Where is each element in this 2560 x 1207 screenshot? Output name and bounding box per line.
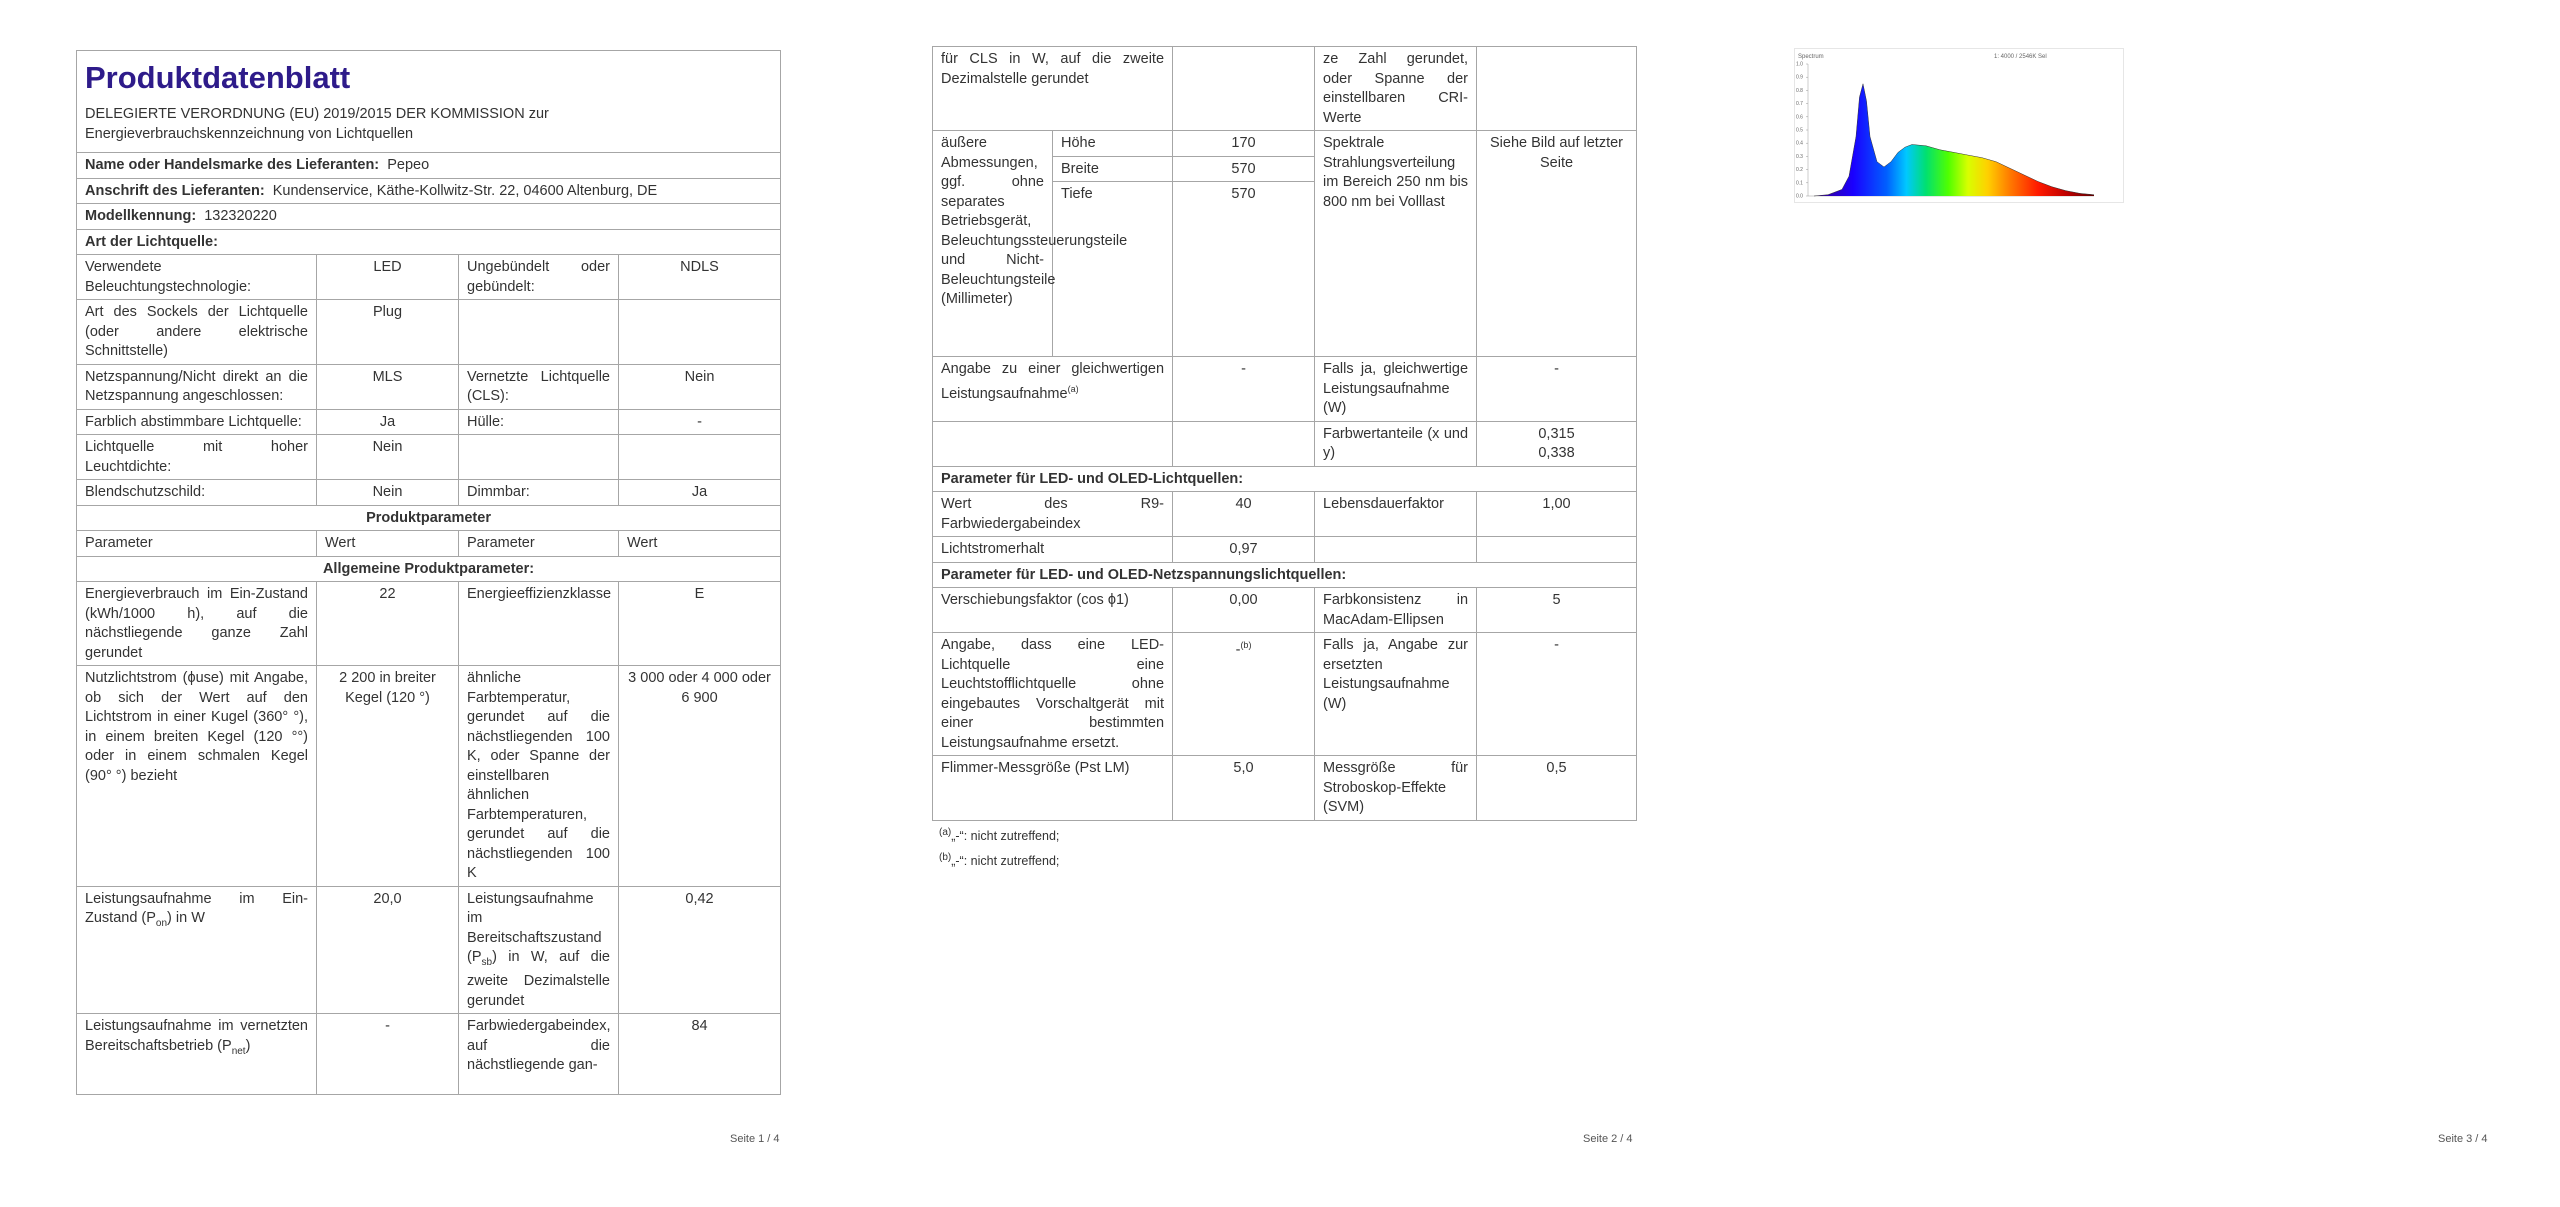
replaced-power-value: - [1477,633,1637,756]
energy-class-value: E [619,582,781,666]
technology-value: LED [317,255,459,300]
technology-label: Verwendete Beleuchtungstechnologie: [77,255,317,300]
networked-standby-power-value: - [317,1014,459,1095]
empty-cell [1477,537,1637,563]
color-temperature-label: ähnliche Farbtemperatur, gerundet auf die nächstliegenden 100 K, oder Spanne der einstellbaren ähnlichen Farbtemperaturen, gerundet auf die nächstliegenden 100 K [459,666,619,887]
equivalent-power-label: Angabe zu einer gleichwertigen Leistungsaufnahme$^{(a)}$ [933,357,1173,422]
supplier-row [77,153,781,179]
stroboscopic-metric-value: 0,5 [1477,756,1637,821]
r9-label: Wert des R9-Farbwiedergabeindex [933,492,1173,537]
spectral-distribution-chart [1794,48,2124,203]
chart-y-tick-label: 0.1 [1796,180,1803,187]
chart-y-tick-label: 0.0 [1796,193,1803,200]
empty-cell [1477,47,1637,131]
luminous-flux-label: Nutzlichtstrom (ϕuse) mit Angabe, ob sich der Wert auf den Lichtstrom in einer Kugel (360° °), in einem breiten Kegel (120 °°) oder in einem schmalen Kegel (90° °) bezieht [77,666,317,887]
address-value: Kundenservice, Käthe-Kollwitz-Str. 22, 04600 Altenburg, DE [272,182,658,199]
width-value: 570 [1173,156,1315,182]
chart-y-tick-label: 0.7 [1796,101,1803,108]
fluorescent-replacement-value: -$^{(b)}$ [1173,633,1315,756]
shell-label: Hülle: [459,409,619,435]
standby-power-value: 0,42 [619,886,781,1014]
datasheet-header [77,51,781,153]
footnote-b: $^{(b)}$„-“: nicht zutreffend; [939,852,1060,869]
empty-cell [619,435,781,480]
mains-value: MLS [317,364,459,409]
page-footer: Seite 2 / 4 [1583,1133,1633,1145]
model-label: Modellkennung: [85,208,197,224]
luminous-flux-value: 2 200 in breiter Kegel (120 °) [317,666,459,887]
light-source-type-heading: Art der Lichtquelle: [77,229,781,255]
equivalent-power-yes-value: - [1477,357,1637,422]
column-header-parameter: Parameter [77,531,317,557]
energy-class-label: Energieeffizienzklasse [459,582,619,666]
lumen-maintenance-label: Lichtstromerhalt [933,537,1173,563]
shell-value: - [619,409,781,435]
chart-legend-text: 1: 4000 / 2546K Sel [1994,54,2047,60]
equivalent-power-yes-label: Falls ja, gleichwertige Leistungsaufnahme (W) [1315,357,1477,422]
led-parameters-heading: Parameter für LED- und OLED-Lichtquellen: [933,466,1637,492]
empty-cell [1315,537,1477,563]
chromaticity-label: Farbwertanteile (x und y) [1315,421,1477,466]
column-header-value: Wert [317,531,459,557]
networked-standby-label-continued: für CLS in W, auf die zweite Dezimalstelle gerundet [933,47,1173,131]
general-parameters-heading: Allgemeine Produktparameter: [77,556,781,582]
empty-cell [1173,421,1315,466]
survival-factor-label: Lebensdauerfaktor [1315,492,1477,537]
empty-cell [459,435,619,480]
lumen-maintenance-value: 0,97 [1173,537,1315,563]
power-factor-label: Verschiebungsfaktor (cos ϕ1) [933,588,1173,633]
stroboscopic-metric-label: Messgröße für Stroboskop-Effekte (SVM) [1315,756,1477,821]
on-mode-power-label: Leistungsaufnahme im Ein-Zustand $(P_{on})$ in W [77,886,317,1014]
address-label: Anschrift des Lieferanten: [85,182,265,199]
color-temperature-value: 3 000 oder 4 000 oder 6 900 [619,666,781,887]
socket-value: Plug [317,300,459,365]
cls-label: Vernetzte Lichtquelle (CLS): [459,364,619,409]
datasheet-table-page-1 [76,50,781,1095]
energy-consumption-value: 22 [317,582,459,666]
empty-cell [619,300,781,365]
chart-y-tick-label: 0.5 [1796,127,1803,134]
page-footer: Seite 1 / 4 [730,1133,780,1145]
height-value: 170 [1173,131,1315,157]
chart-y-tick-label: 1.0 [1796,61,1803,68]
cri-label-continued: ze Zahl gerundet, oder Spanne der einstellbaren CRI-Werte [1315,47,1477,131]
mains-led-parameters-heading: Parameter für LED- und OLED-Netzspannungslichtquellen: [933,562,1637,588]
color-rendering-index-label: Farbwiedergabeindex, auf die nächstliegende gan- [459,1014,619,1095]
model-value: 132320220 [204,208,277,224]
page-cutoff [0,1118,853,1130]
color-consistency-label: Farbkonsistenz in MacAdam-Ellipsen [1315,588,1477,633]
high-luminance-label: Lichtquelle mit hoher Leuchtdichte: [77,435,317,480]
document-page-2 [853,0,1706,1207]
address-row [77,178,781,204]
on-mode-power-value: 20,0 [317,886,459,1014]
socket-label: Art des Sockels der Lichtquelle (oder andere elektrische Schnittstelle) [77,300,317,365]
mains-label: Netzspannung/Nicht direkt an die Netzspannung angeschlossen: [77,364,317,409]
chart-y-tick-label: 0.6 [1796,114,1803,121]
dimmable-label: Dimmbar: [459,480,619,506]
survival-factor-value: 1,00 [1477,492,1637,537]
chart-y-tick-label: 0.9 [1796,74,1803,81]
model-row [77,204,781,230]
tunable-value: Ja [317,409,459,435]
energy-consumption-label: Energieverbrauch im Ein-Zustand (kWh/1000 h), auf die nächstliegende ganze Zahl gerundet [77,582,317,666]
high-luminance-value: Nein [317,435,459,480]
page-title: Produktdatenblatt [85,60,351,95]
height-label: Höhe [1053,131,1173,157]
cls-value: Nein [619,364,781,409]
replaced-power-label: Falls ja, Angabe zur ersetzten Leistungsaufnahme (W) [1315,633,1477,756]
document-page-1 [0,0,853,1207]
depth-label: Tiefe [1053,182,1173,357]
bundled-value: NDLS [619,255,781,300]
networked-standby-power-label: Leistungsaufnahme im vernetzten Bereitschaftsbetrieb $(P_{net})$ [77,1014,317,1095]
empty-cell [1173,47,1315,131]
footnote-a: $^{(a)}$„-“: nicht zutreffend; [939,827,1060,844]
color-rendering-index-value: 84 [619,1014,781,1095]
equivalent-power-value: - [1173,357,1315,422]
dimensions-label: äußere Abmessungen, ggf. ohne separates Betriebsgerät, Beleuchtungssteuerungsteile und Nicht-Beleuchtungsteile (Millimeter) [933,131,1053,357]
fluorescent-replacement-label: Angabe, dass eine LED-Lichtquelle eine Leuchtstofflichtquelle ohne eingebautes Vorschaltgerät mit einer bestimmten Leistungsaufnahme ersetzt. [933,633,1173,756]
supplier-value: Pepeo [387,157,430,173]
width-label: Breite [1053,156,1173,182]
chart-y-label: Spectrum [1798,54,1824,60]
power-factor-value: 0,00 [1173,588,1315,633]
spectral-distribution-label: Spektrale Strahlungsverteilung im Bereich 250 nm bis 800 nm bei Volllast [1315,131,1477,357]
chart-y-tick-label: 0.3 [1796,153,1803,160]
chart-y-tick-label: 0.4 [1796,140,1803,147]
dimmable-value: Ja [619,480,781,506]
chart-y-tick-label: 0.8 [1796,87,1803,94]
spectral-distribution-value: Siehe Bild auf letzter Seite [1477,131,1637,357]
standby-power-label: Leistungsaufnahme im Bereitschaftszustand $(P_{sb})$ in W, auf die zweite Dezimalstelle gerundet [459,886,619,1014]
chart-y-tick-label: 0.2 [1796,167,1803,174]
color-consistency-value: 5 [1477,588,1637,633]
glare-shield-value: Nein [317,480,459,506]
regulation-subtitle: DELEGIERTE VERORDNUNG (EU) 2019/2015 DER KOMMISSION zur Energieverbrauchskennzeichnung von Lichtquellen [85,106,549,142]
chromaticity-value: 0,315 0,338 [1477,421,1637,466]
supplier-label: Name oder Handelsmarke des Lieferanten: [85,157,380,173]
column-header-parameter: Parameter [459,531,619,557]
footnotes [939,822,1059,872]
datasheet-table-page-2 [932,46,1637,821]
empty-cell [459,300,619,365]
flicker-metric-label: Flimmer-Messgröße (Pst LM) [933,756,1173,821]
empty-cell [933,421,1173,466]
column-header-value: Wert [619,531,781,557]
depth-value: 570 [1173,182,1315,357]
tunable-label: Farblich abstimmbare Lichtquelle: [77,409,317,435]
glare-shield-label: Blendschutzschild: [77,480,317,506]
product-parameters-heading: Produktparameter [77,505,781,531]
document-page-3 [1706,0,2560,1207]
bundled-label: Ungebündelt oder gebündelt: [459,255,619,300]
page-footer: Seite 3 / 4 [2438,1133,2488,1145]
r9-value: 40 [1173,492,1315,537]
flicker-metric-value: 5,0 [1173,756,1315,821]
